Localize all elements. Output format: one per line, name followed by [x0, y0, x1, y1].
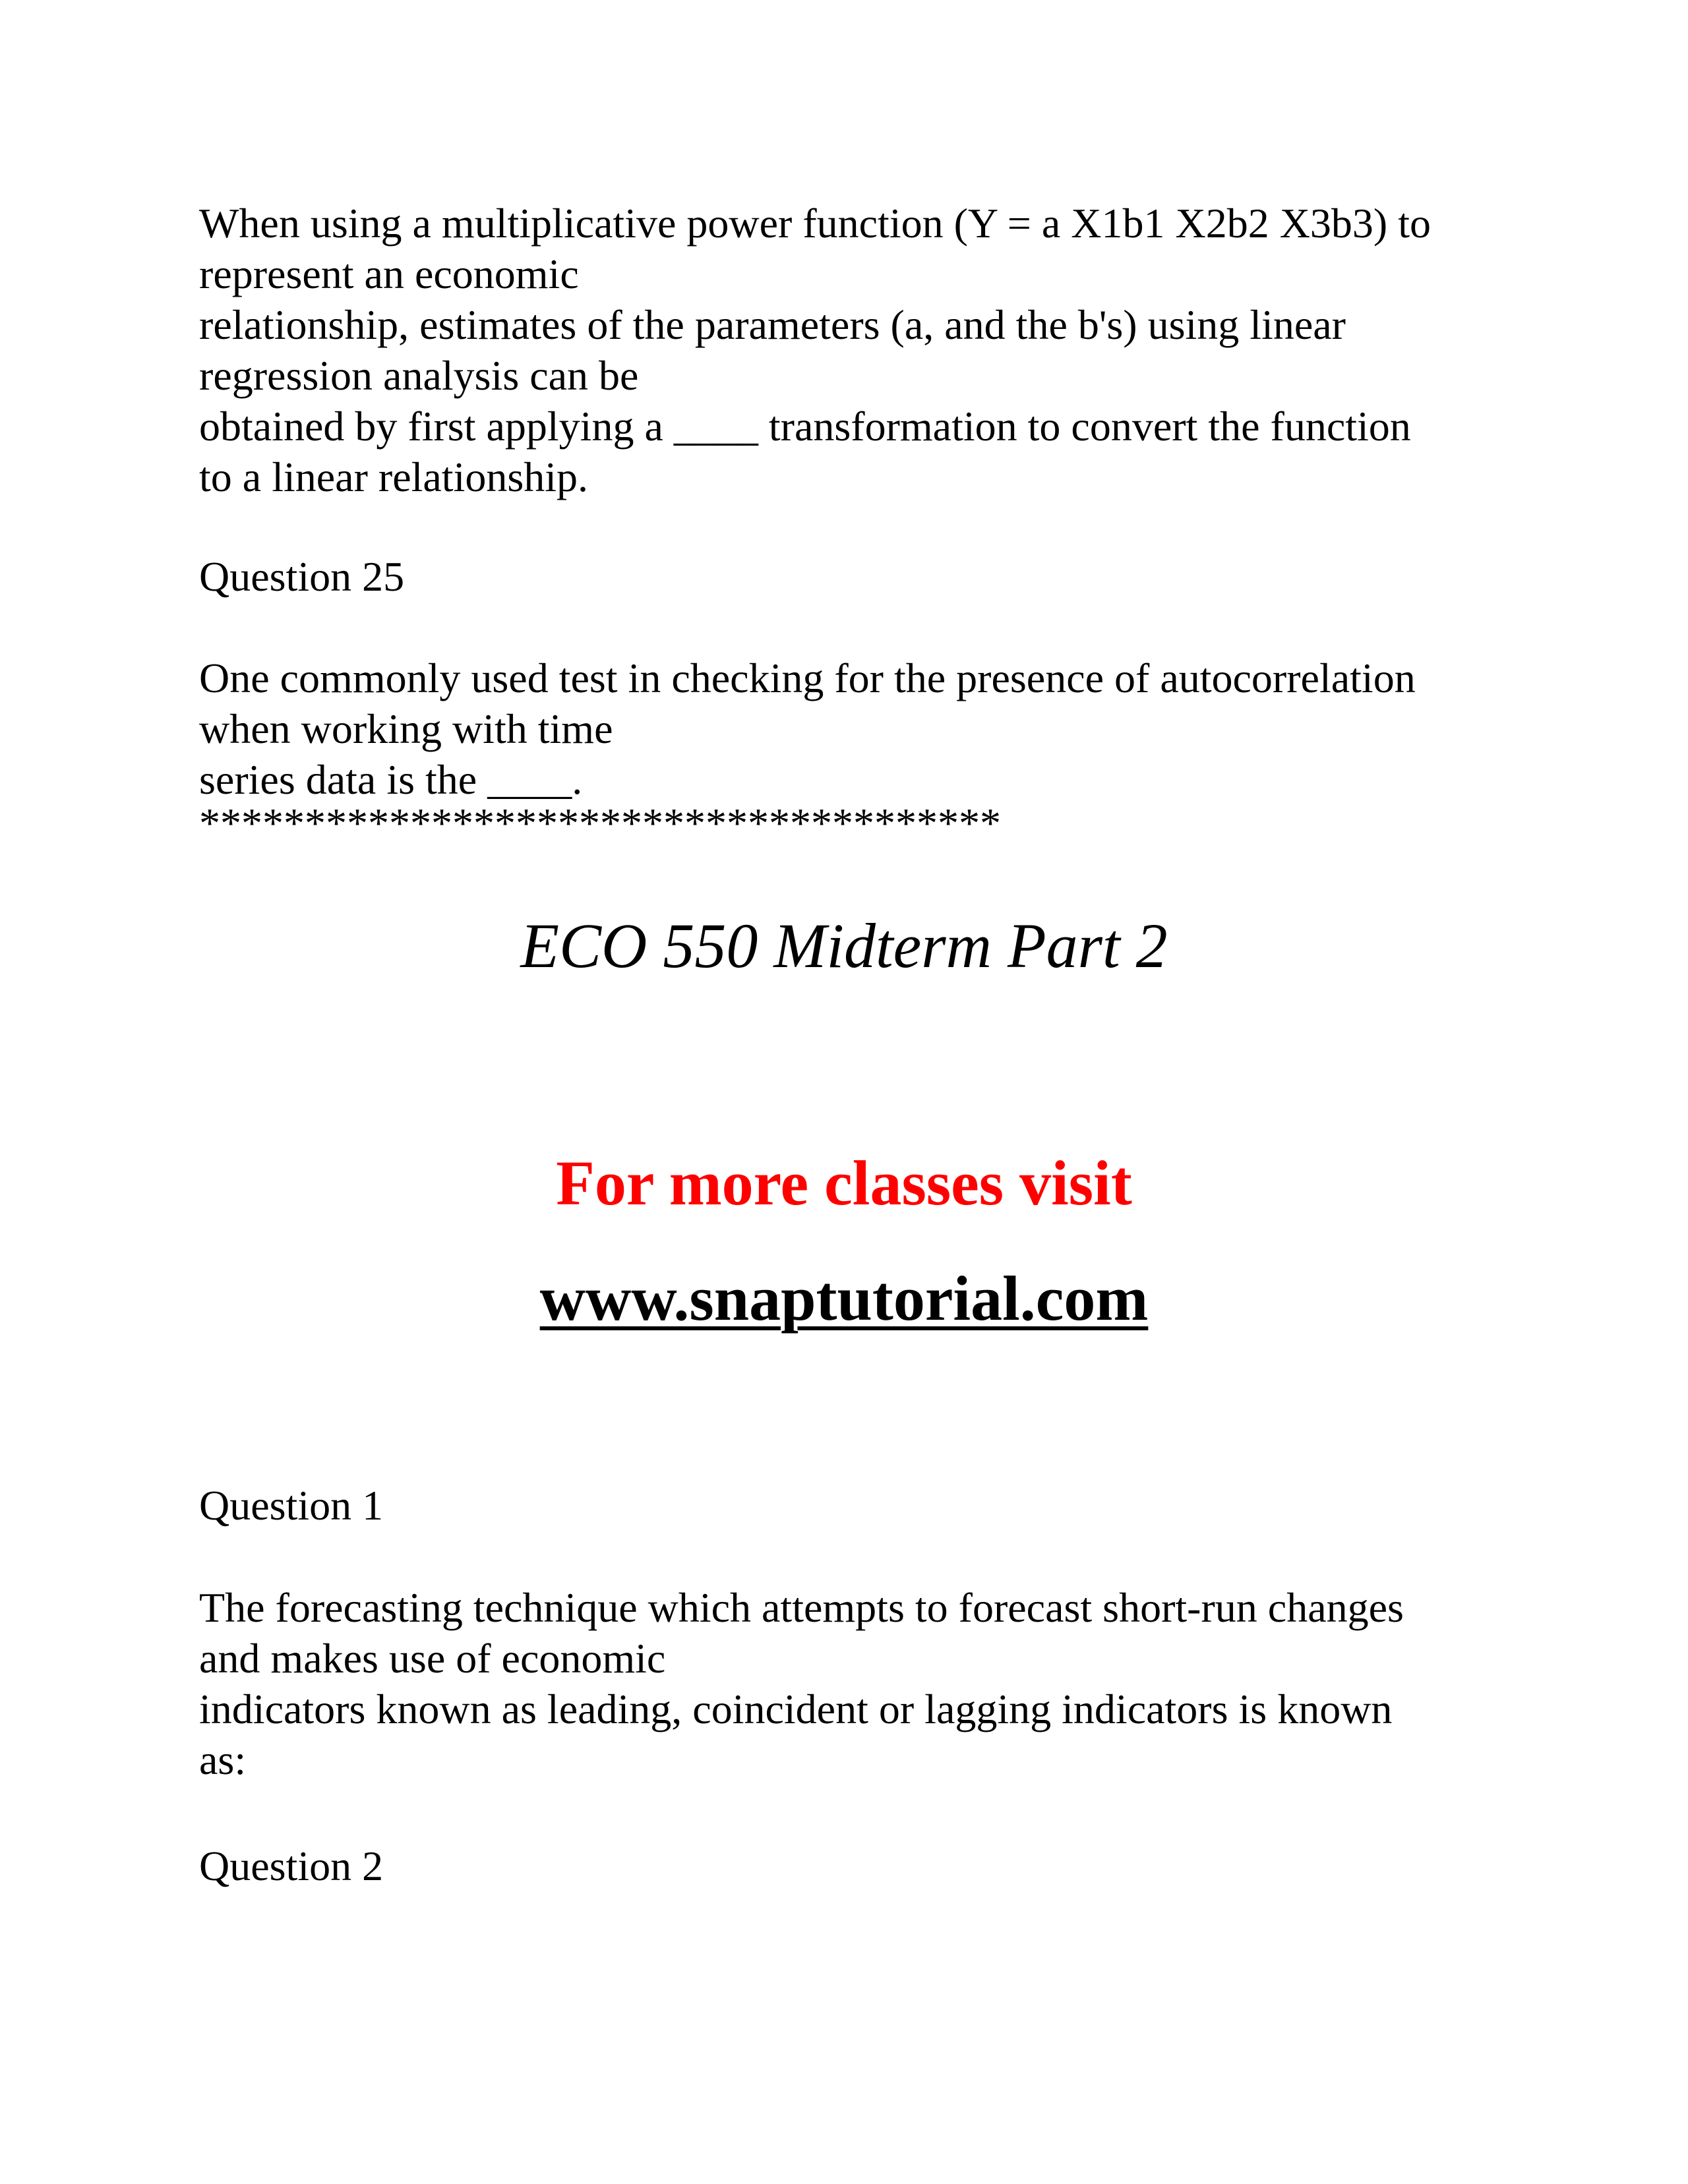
- text-line: when working with time: [199, 705, 613, 752]
- text-line: series data is the ____.: [199, 756, 583, 803]
- question-24-text: [199, 198, 1518, 502]
- text-line: represent an economic: [199, 251, 579, 297]
- text-line: and makes use of economic: [199, 1635, 666, 1682]
- question-1-heading: Question 1: [199, 1482, 384, 1529]
- text-line: to a linear relationship.: [199, 454, 589, 500]
- question-25-heading: Question 25: [199, 553, 405, 600]
- text-line: regression analysis can be: [199, 352, 639, 399]
- question-2-heading: Question 2: [199, 1843, 384, 1889]
- text-line: indicators known as leading, coincident or lagging indicators is known: [199, 1686, 1393, 1732]
- text-line: When using a multiplicative power function (Y = a X1b1 X2b2 X3b3) to: [199, 200, 1431, 247]
- text-line: relationship, estimates of the parameters (a, and the b's) using linear: [199, 301, 1346, 348]
- text-line: obtained by first applying a ____ transformation to convert the function: [199, 403, 1411, 450]
- promo-text: For more classes visit: [556, 1148, 1132, 1218]
- text-line: One commonly used test in checking for the presence of autocorrelation: [199, 655, 1416, 701]
- question-25-text: [199, 653, 1518, 846]
- question-1-text: [199, 1582, 1518, 1785]
- document-title: ECO 550 Midterm Part 2: [520, 910, 1168, 981]
- text-line: The forecasting technique which attempts to forecast short-run changes: [199, 1584, 1404, 1631]
- text-line: as:: [199, 1736, 247, 1783]
- promo-url-link[interactable]: www.snaptutorial.com: [539, 1263, 1149, 1334]
- text-line: **************************************: [199, 800, 1001, 846]
